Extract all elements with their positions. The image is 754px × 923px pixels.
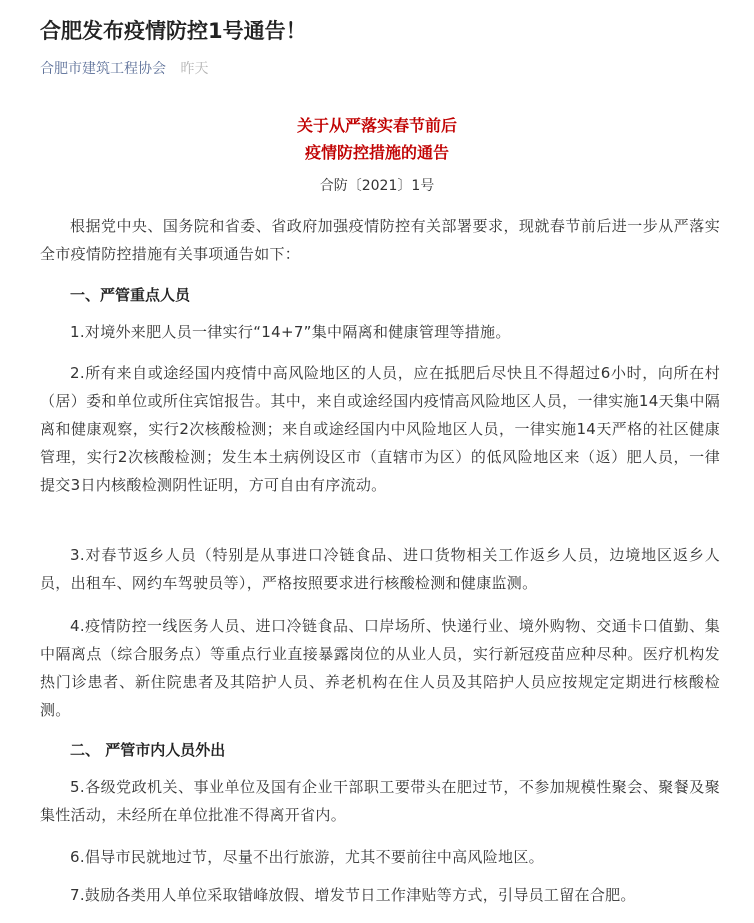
- document-number: 合防〔2021〕1号: [319, 178, 435, 194]
- item-5: 5.各级党政机关、事业单位及国有企业干部职工要带头在肥过节，不参加规模性聚会、聚餐及聚集性活动，未经所在单位批准不得离开省内。: [40, 778, 720, 824]
- item-4: 4.疫情防控一线医务人员、进口冷链食品、口岸场所、快递行业、境外购物、交通卡口值勤、集中隔离点（综合服务点）等重点行业直接暴露岗位的从业人员，实行新冠疫苗应种尽种。医疗机构发热门诊患者、新住院患者及其陪护人员、养老机构在住人员及其陪护人员应按规定定期进行核酸检测。: [40, 617, 720, 719]
- item-7: 7.鼓励各类用人单位采取错峰放假、增发节日工作津贴等方式，引导员工留在合肥。: [70, 886, 636, 904]
- publish-date: 昨天: [180, 61, 209, 77]
- notice-title-line1: 关于从严落实春节前后: [296, 116, 457, 135]
- article-meta: [40, 58, 208, 80]
- section-heading-1: 一、严管重点人员: [70, 286, 191, 304]
- section-heading-2: 二、 严管市内人员外出: [70, 741, 226, 759]
- notice-title-line2: 疫情防控措施的通告: [304, 143, 449, 162]
- intro-paragraph: 根据党中央、国务院和省委、省政府加强疫情防控有关部署要求，现就春节前后进一步从严落实全市疫情防控措施有关事项通告如下：: [40, 217, 720, 263]
- account-name-link[interactable]: 合肥市建筑工程协会: [40, 61, 166, 77]
- item-3: 3.对春节返乡人员（特别是从事进口冷链食品、进口货物相关工作返乡人员，边境地区返乡人员，出租车、网约车驾驶员等），严格按照要求进行核酸检测和健康监测。: [40, 546, 720, 592]
- item-2: 2.所有来自或途经国内疫情中高风险地区的人员，应在抵肥后尽快且不得超过6小时，向所在村（居）委和单位或所住宾馆报告。其中，来自或途经国内疫情高风险地区人员，一律实施14天集中隔离和健康观察，实行2次核酸检测；来自或途经国内中风险地区人员，一律实施14天严格的社区健康管理，实行2次核酸检测；发生本土病例设区市（直辖市为区）的低风险地区来（返）肥人员，一律提交3日内核酸检测阴性证明，方可自由有序流动。: [40, 364, 720, 494]
- item-6: 6.倡导市民就地过节，尽量不出行旅游，尤其不要前往中高风险地区。: [70, 848, 544, 866]
- item-1: 1.对境外来肥人员一律实行“14+7”集中隔离和健康管理等措施。: [70, 323, 511, 341]
- article-title: 合肥发布疫情防控1号通告！: [40, 19, 307, 43]
